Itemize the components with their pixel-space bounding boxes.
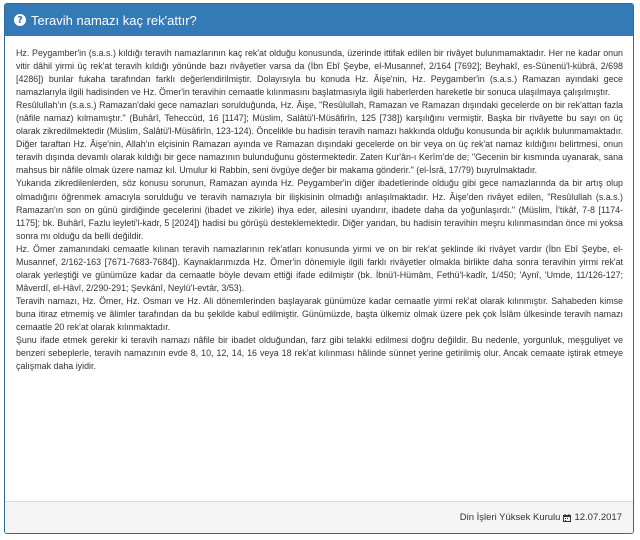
- panel-header[interactable]: [5, 4, 633, 36]
- panel-footer: [5, 501, 633, 533]
- answer-paragraph: Yukarıda zikredilenlerden, söz konusu sorunun, Ramazan ayında Hz. Peygamber'in diğer ibadetlerinde olduğu gibi gece namazlarında da bir artış olup olmadığını öğrenmek amacıyla sorulduğu ve teravih namazıyla bir ilişkisinin olmadığı anlaşılmaktadır. Hz. Âişe'den rivâyet edilen, "Resûlullah (s.a.s.) Ramazan'ın son on günü girdiğinde gecelerini (ibadet ve zikirle) ihya eder, ailesini uyandırır, ibadete daha da yoğunlaşırdı." (Müslim, İ'tikâf, 7-8 [1174-1175]; bk. Buhârî, Fazlu leyleti'l-kadr, 5 [2024]) hadisi bu görüşü desteklemektedir. Diğer yandan, bu hadisin teravihin meşru kılınmasından önce mi yoksa sonra mı olduğu da belli değildir.: [16, 178, 623, 241]
- fatwa-panel: [4, 3, 634, 534]
- answer-paragraph: Hz. Peygamber'in (s.a.s.) kıldığı teravih namazlarının kaç rek'at olduğu konusunda, üzerinde ittifak edilen bir rivâyet bulunmamaktadır. Her ne kadar onun vitir dâhil yirmi üç rek'at teravih kıldığı yönünde bazı rivâyetler varsa da (İbn Ebî Şeybe, el-Musannef, 2/164 [7692]; Beyhakî, es-Sünenü'l-kübrâ, 2/698 [4286]) bunlar fukaha tarafından farklı değerlendirilmiştir. Dolayısıyla bu konuda Hz. Âişe'nin, Hz. Peygamber'in (s.a.s.) Ramazan ayındaki gece namazlarıyla ilgili hadisinden ve Hz. Ömer'in teravihin cemaatle kılınmasını başlatmasıyla ilgili haberlerden hareketle bir sonuca ulaşılmaya çalışılmıştır.: [16, 48, 623, 98]
- date-label: 12.07.2017: [574, 512, 622, 523]
- answer-paragraph: Teravih namazı, Hz. Ömer, Hz. Osman ve Hz. Ali dönemlerinden başlayarak günümüze kadar cemaatle yirmi rek'at olarak kılınmıştır. Sahabeden kimse buna itiraz etmemiş ve âlimler tarafından da bu şekilde kabul edilmiştir. Günümüzde, başta ülkemiz olmak üzere pek çok İslâm ülkesinde teravih namazı cemaatle 20 rek'at olarak kılınmaktadır.: [16, 295, 623, 332]
- question-title: Teravih namazı kaç rek'attır?: [31, 12, 197, 28]
- source-label: Din İşleri Yüksek Kurulu: [459, 512, 561, 523]
- calendar-icon: [563, 514, 571, 522]
- question-circle-icon: ?: [14, 14, 26, 26]
- answer-paragraph: Hz. Ömer zamanındaki cemaatle kılınan teravih namazlarının rek'atları konusunda yirmi ve on bir rek'at şeklinde iki rivâyet vardır (İbn Ebî Şeybe, el-Musannef, 2/162-163 [7671-7683-7684]). Kaynaklarımızda Hz. Ömer'in dönemiyle ilgili farklı rivâyetler olmakla birlikte daha sonra teravihin yirmi rek'at olarak yerleştiği ve günümüze kadar da cemaatle böyle devam ettiği ifade edilmiştir (bk. İbnü'l-Hümâm, Fethü'l-kadîr, 1/450; 'Aynî, 'Umde, 11/126-127; Mâverdî, el-Hâvî, 2/290-291; Şevkânî, Neylü'l-evtâr, 3/53).: [16, 243, 623, 293]
- answer-paragraph: Resûlullah'ın (s.a.s.) Ramazan'daki gece namazları sorulduğunda, Hz. Âişe, "Resûlullah, Ramazan ve Ramazan dışındaki gecelerde on bir rek'attan fazla (nâfile namaz) kılmamıştır." (Buhârî, Teheccüd, 16 [1147]; Müslim, Salâtü'l-Müsâfirîn, 125 [738]) karşılığını vermiştir. Başka bir rivâyette bu sayı on üç olarak zikredilmektedir (Müslim, Salâtü'l-Müsâfirîn, 123-124). Öncelikle bu hadisin teravih namazı hakkında olduğu konusunda bir açıklık bulunmamaktadır. Diğer taraftan Hz. Âişe'nin, Allah'ın elçisinin Ramazan ayında ve Ramazan dışındaki gecelerde on bir veya on üç rek'at namaz kıldığını belirtmesi, onun teravih dışında devamlı olarak kıldığı bir gece namazının bulunduğunu göstermektedir. Zaten Kur'ân-ı Kerîm'de de; "Gecenin bir kısmında uyanarak, sana mahsus bir nâfile olmak üzere namaz kıl. Umulur ki Rabbin, seni övgüye değer bir makama gönderir." (el-İsrâ, 17/79) buyrulmaktadır.: [16, 100, 623, 176]
- answer-paragraph: Şunu ifade etmek gerekir ki teravih namazı nâfile bir ibadet olduğundan, farz gibi telakki edilmesi doğru değildir. Bu nedenle, yorgunluk, meşguliyet ve benzeri sebeplerle, teravih namazının evde 8, 10, 12, 14, 16 veya 18 rek'at kılınması hâlinde sünnet yerine getirilmiş olur. Ancak cemaate iştirak etmeye çalışmak daha iyidir.: [16, 335, 623, 372]
- answer-body: [5, 36, 633, 373]
